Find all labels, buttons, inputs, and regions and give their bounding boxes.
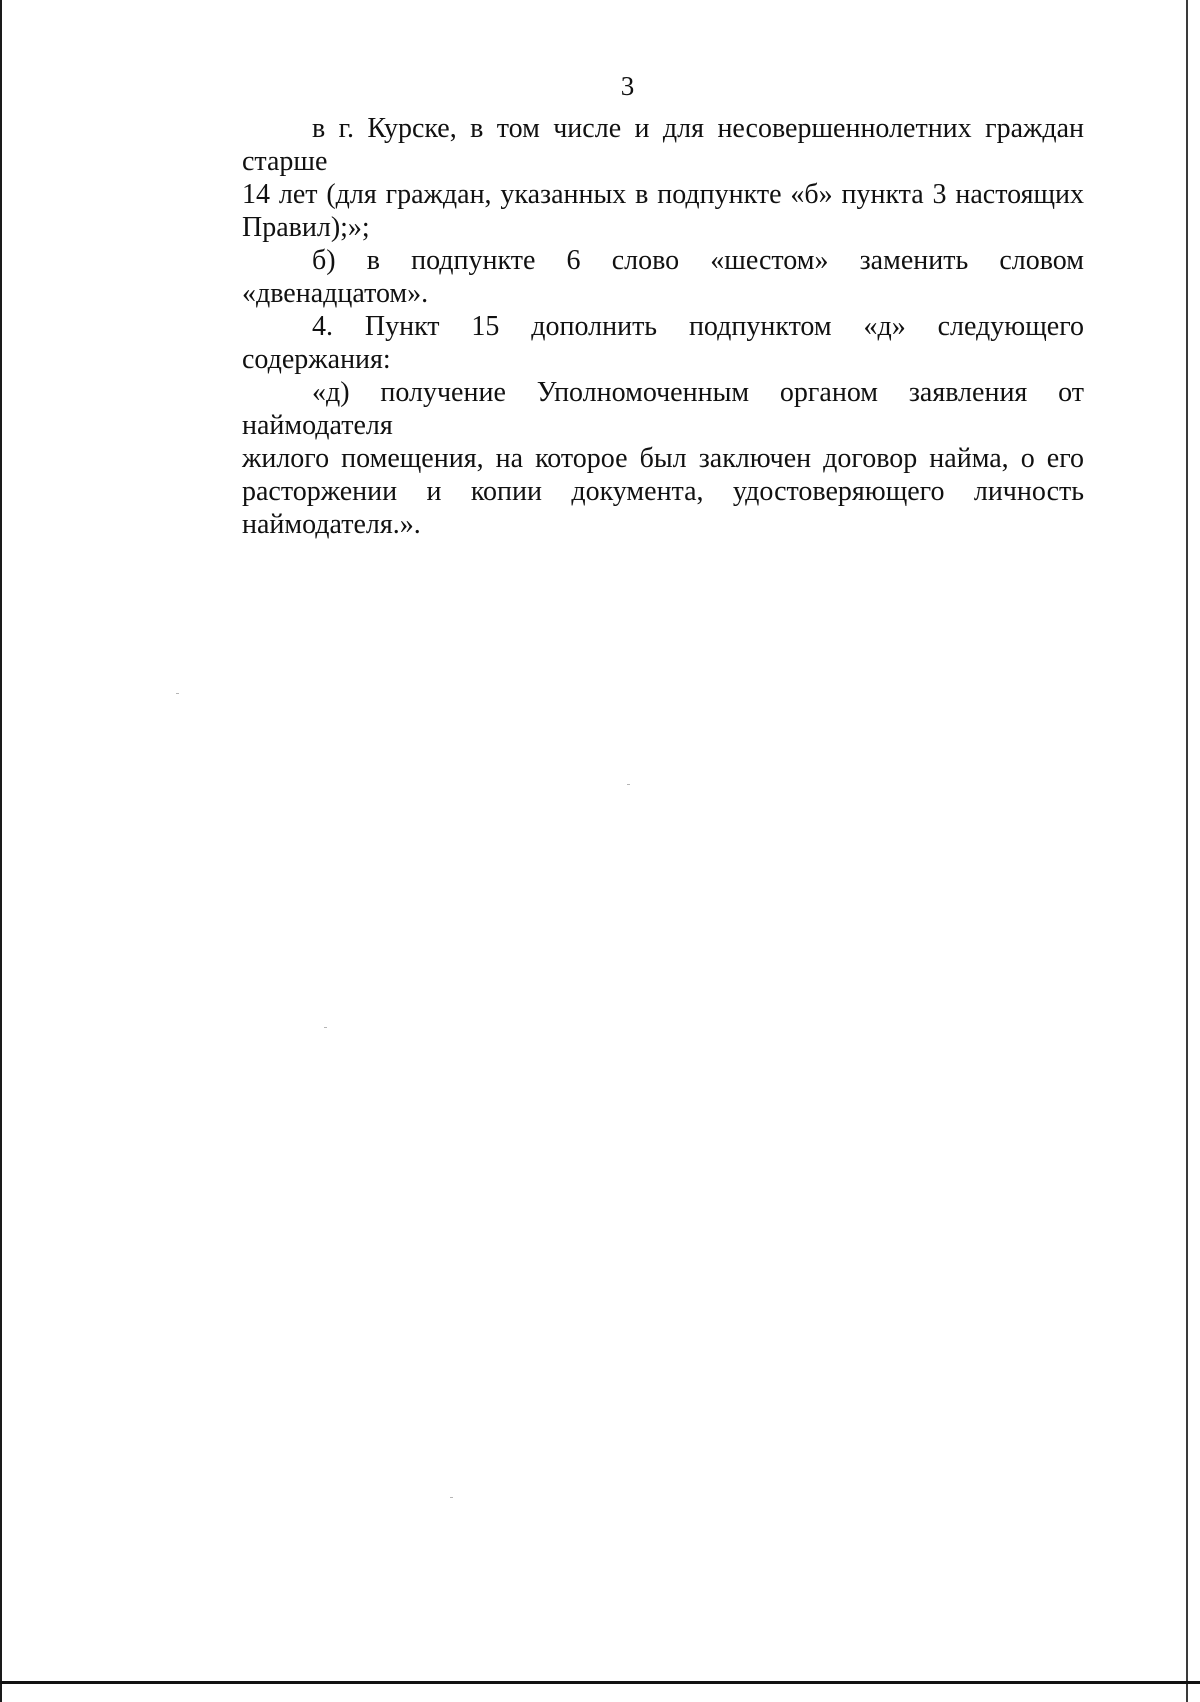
document-body — [172, 112, 1084, 541]
page-number: 3 — [620, 71, 635, 101]
text-line: жилого помещения, на которое был заключен договор найма, о его — [242, 443, 1084, 474]
paragraph-point-4 — [172, 310, 1084, 376]
text-line: Правил);»; — [242, 212, 370, 243]
paragraph-continuation — [172, 112, 1084, 244]
text-line: «д) получение Уполномоченным органом заявления от наймодателя — [242, 377, 1084, 441]
paragraph-subpoint-d — [172, 376, 1084, 541]
text-line: наймодателя.». — [242, 509, 421, 540]
scan-bottom-border — [0, 1681, 1200, 1684]
text-line: 4. Пункт 15 дополнить подпунктом «д» следующего содержания: — [242, 311, 1084, 375]
scan-speck — [627, 784, 630, 785]
scan-speck — [450, 1497, 453, 1498]
text-line: расторжении и копии документа, удостоверяющего личность — [242, 476, 1084, 507]
scan-speck — [324, 1027, 327, 1028]
text-line: в г. Курске, в том числе и для несовершеннолетних граждан старше — [242, 113, 1084, 177]
scan-left-border — [0, 0, 2, 1702]
scan-right-border — [1186, 0, 1188, 1702]
text-line: б) в подпункте 6 слово «шестом» заменить словом «двенадцатом». — [242, 245, 1084, 309]
text-line: 14 лет (для граждан, указанных в подпункте «б» пункта 3 настоящих — [242, 179, 1084, 210]
paragraph-subpoint-b — [172, 244, 1084, 310]
scan-speck — [176, 693, 179, 694]
